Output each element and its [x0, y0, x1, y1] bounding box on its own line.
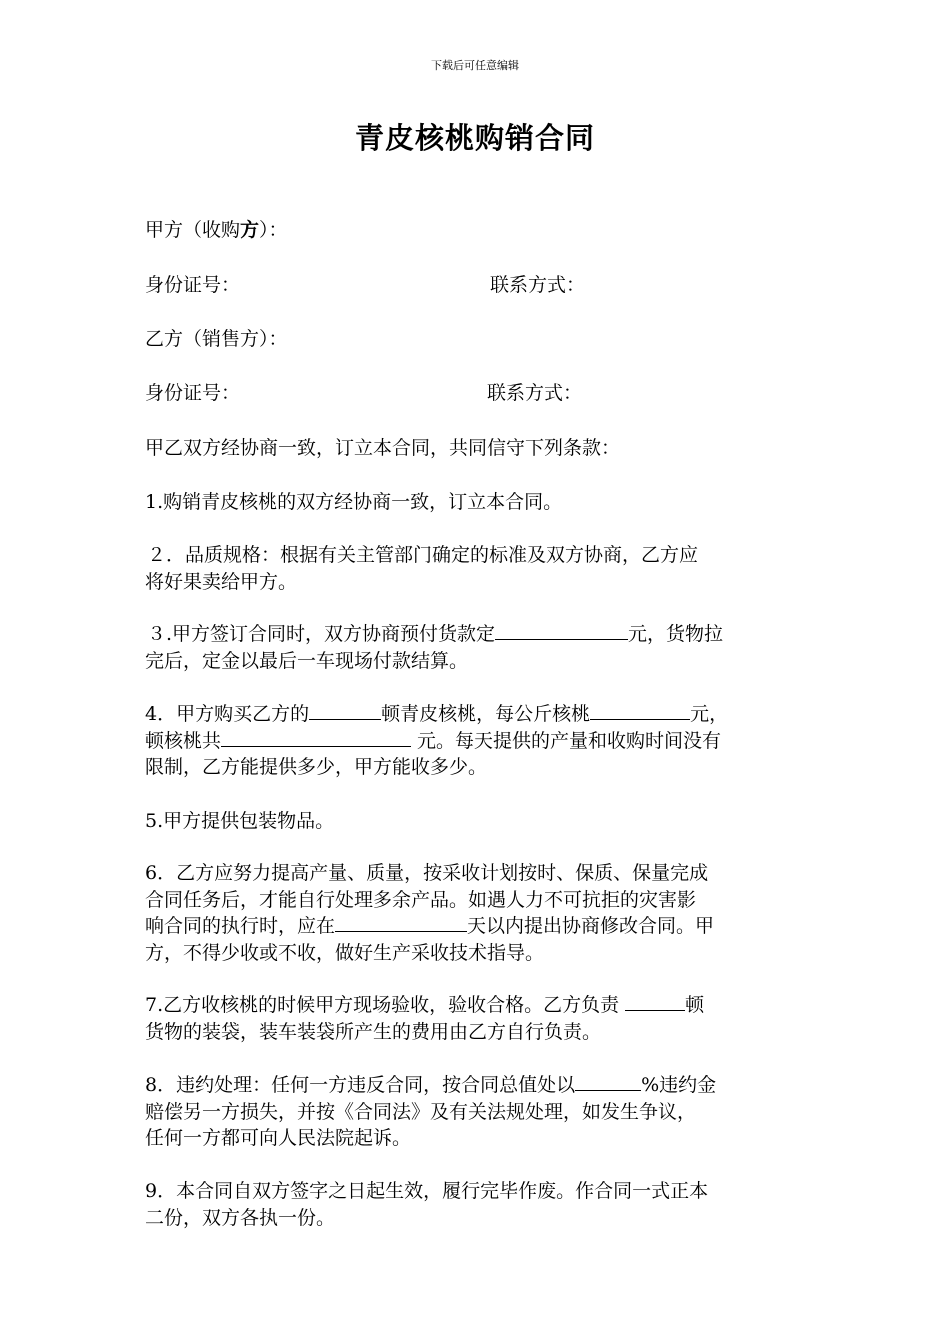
total-price-blank — [221, 728, 411, 747]
party-b-id-label: 身份证号： — [145, 382, 241, 404]
clause-5: 5.甲方提供包装物品。 — [145, 810, 335, 832]
clause-4-text: 顿青皮核桃，每公斤核桃 — [381, 703, 591, 725]
clause-6-row — [145, 913, 813, 940]
clause-4-text: 元， — [690, 703, 729, 725]
clause-3-row: 完后，定金以最后一车现场付款结算。 — [145, 649, 469, 672]
clause-6-row: 合同任务后，才能自行处理多余产品。如遇人力不可抗拒的灾害影 — [145, 888, 697, 911]
party-a-label-prefix: 甲方（收购 — [145, 219, 241, 241]
clause-6-row: 方，不得少收或不收，做好生产采收技术指导。 — [145, 941, 545, 964]
party-a-label-bold: 方 — [240, 219, 260, 241]
header-note: 下载后可任意编辑 — [431, 59, 519, 72]
prepayment-blank — [495, 621, 628, 640]
clause-4 — [145, 701, 813, 781]
clause-4-text: 4．甲方购买乙方的 — [145, 703, 310, 725]
clause-7 — [145, 992, 813, 1045]
clause-7-text: 顿 — [685, 994, 705, 1016]
party-a-id-label: 身份证号： — [145, 274, 241, 296]
party-b-line — [145, 325, 815, 353]
party-a-line — [145, 216, 815, 244]
penalty-percent-blank — [575, 1072, 641, 1091]
clause-4-row — [145, 728, 813, 755]
loading-tons-blank — [625, 992, 685, 1011]
clause-2 — [147, 542, 815, 595]
party-b-id-line — [145, 379, 815, 407]
tonnage-blank — [309, 701, 381, 720]
party-b-contact-label: 联系方式： — [487, 382, 583, 404]
clause-6 — [145, 860, 813, 966]
clause-7-text: 7.乙方收核桃的时候甲方现场验收，验收合格。乙方负责 — [145, 994, 626, 1016]
price-per-kg-blank — [590, 701, 690, 720]
clause-9 — [145, 1178, 813, 1231]
clause-9-row: 二份，双方各执一份。 — [145, 1206, 336, 1229]
clause-3-row — [147, 621, 815, 648]
clause-8 — [145, 1072, 813, 1152]
party-a-contact-label: 联系方式： — [490, 274, 586, 296]
days-blank — [335, 913, 467, 932]
clause-7-row — [145, 992, 813, 1019]
clause-6-text: 天以内提出协商修改合同。甲 — [467, 915, 715, 937]
clause-8-row: 赔偿另一方损失，并按《合同法》及有关法规处理，如发生争议， — [145, 1100, 697, 1123]
clause-2-row: ２．品质规格：根据有关主管部门确定的标准及双方协商，乙方应 — [147, 544, 699, 566]
clause-8-text: 8．违约处理：任何一方违反合同，按合同总值处以 — [145, 1074, 576, 1096]
clause-6-text: 响合同的执行时，应在 — [145, 915, 336, 937]
clause-9-row: 9．本合同自双方签字之日起生效，履行完毕作废。作合同一式正本 — [145, 1180, 709, 1202]
party-b-label: 乙方（销售方）： — [145, 328, 288, 350]
clause-8-row: 任何一方都可向人民法院起诉。 — [145, 1127, 412, 1149]
clause-2-row: 将好果卖给甲方。 — [145, 570, 298, 593]
clause-4-text: 元。每天提供的产量和收购时间没有 — [411, 729, 722, 752]
page-title: 青皮核桃购销合同 — [354, 121, 595, 155]
clause-3-text: 元，货物拉 — [628, 623, 724, 645]
clause-4-row — [145, 701, 813, 728]
intro-text: 甲乙双方经协商一致，订立本合同，共同信守下列条款： — [145, 437, 621, 459]
clause-4-row: 限制，乙方能提供多少，甲方能收多少。 — [145, 756, 488, 778]
clause-1: 1.购销青皮核桃的双方经协商一致，订立本合同。 — [145, 491, 563, 513]
party-a-id-line — [145, 271, 815, 299]
party-a-label-suffix: ）： — [259, 219, 288, 241]
clause-3-text: ３.甲方签订合同时，双方协商预付货款定 — [147, 623, 496, 645]
clause-4-text: 顿核桃共 — [145, 729, 222, 752]
clause-7-row: 货物的装袋，装车装袋所产生的费用由乙方自行负责。 — [145, 1020, 602, 1043]
clause-6-row: 6．乙方应努力提高产量、质量，按采收计划按时、保质、保量完成 — [145, 862, 709, 884]
clause-8-text: %违约金 — [641, 1074, 717, 1096]
clause-8-row — [145, 1072, 813, 1099]
clause-3 — [147, 621, 815, 674]
